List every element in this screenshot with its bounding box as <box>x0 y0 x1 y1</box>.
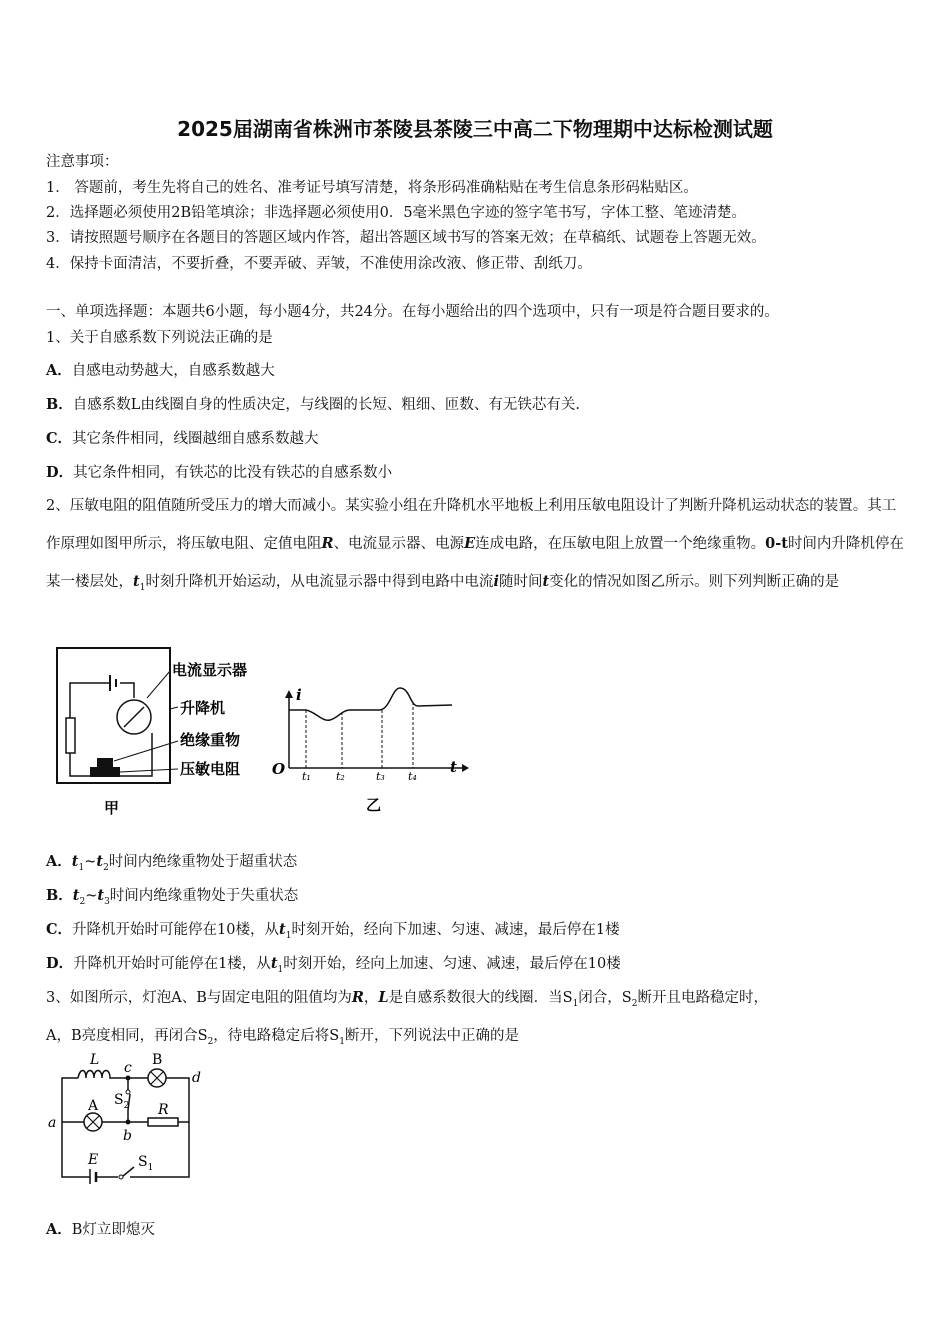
tick-t3: t₃ <box>376 770 385 783</box>
caption-jia: 甲 <box>104 799 120 817</box>
option-label: A． <box>46 853 72 870</box>
option-label: B． <box>46 887 73 904</box>
q1-option-b <box>46 393 580 414</box>
option-text: 时间内绝缘重物处于失重状态 <box>109 888 299 904</box>
stem-text: 连成电路，在压敏电阻上放置一个绝缘重物。 <box>475 536 766 552</box>
option-label: D． <box>46 955 74 972</box>
q2-option-b <box>46 884 298 907</box>
label-S2-sub: 2 <box>123 1101 130 1111</box>
label-E: E <box>88 1152 99 1168</box>
y-arrow-icon <box>285 690 293 698</box>
option-label: B． <box>46 396 73 413</box>
switch-s2-icon <box>126 1090 130 1094</box>
var-t: t <box>270 955 278 972</box>
pointer-line <box>147 671 170 698</box>
notice-heading: 注意事项： <box>46 154 119 170</box>
stem-text: A，B亮度相同，再闭合S <box>46 1028 208 1044</box>
q2-option-a <box>46 850 297 873</box>
var-0-t: 0-t <box>765 535 788 552</box>
x-arrow-icon <box>462 764 469 772</box>
resistor-icon <box>148 1118 178 1126</box>
switch-s1-icon <box>119 1175 123 1179</box>
notice-item-2: 2．选择题必须使用2B铅笔填涂；非选择题必须使用0．5毫米黑色字迹的签字笔书写，字体工整、笔迹清楚。 <box>46 205 747 221</box>
option-text: 时间内绝缘重物处于超重状态 <box>108 854 298 870</box>
q3-stem-line1 <box>46 986 768 1009</box>
label-S2 <box>114 1092 129 1111</box>
sub: 1 <box>78 862 85 873</box>
inductor-icon <box>78 1071 112 1079</box>
var-t: t <box>96 853 104 870</box>
stem-text: 断开，下列说法中正确的是 <box>344 1028 519 1044</box>
var-R: R <box>351 989 364 1006</box>
q1-option-a <box>46 359 275 380</box>
stem-text: 是自感系数很大的线圈．当S <box>388 990 573 1006</box>
pointer-line <box>170 707 178 709</box>
label-elevator: 升降机 <box>180 699 226 717</box>
option-text: 其它条件相同，线圈越细自感系数越大 <box>72 431 319 447</box>
label-a: a <box>48 1115 57 1131</box>
sub: 1 <box>285 930 292 941</box>
figure-circuit <box>44 1052 214 1184</box>
stem-text: ， <box>363 990 379 1006</box>
q2-option-c <box>46 918 620 941</box>
pressure-resistor-block <box>90 767 120 777</box>
notice-item-3: 3．请按照题号顺序在各题目的答题区域内作答，超出答题区域书写的答案无效；在草稿纸、试题卷上答题无效。 <box>46 230 766 246</box>
stem-text: 、电流显示器、电源 <box>333 536 465 552</box>
label-R: R <box>158 1102 169 1118</box>
sub: 2 <box>79 896 86 907</box>
label-S2-main: S <box>114 1092 124 1108</box>
stem-text: 变化的情况如图乙所示。则下列判断正确的是 <box>549 574 840 590</box>
tick-t1: t₁ <box>302 770 311 783</box>
stem-text: ，待电路稳定后将S <box>213 1028 340 1044</box>
sub-1: 1 <box>139 582 146 593</box>
q1-option-d <box>46 461 392 482</box>
current-curve <box>289 688 452 720</box>
sub: 1 <box>572 998 579 1009</box>
label-S1 <box>138 1154 153 1173</box>
tilde: ~ <box>85 888 98 904</box>
label-L: L <box>90 1052 100 1068</box>
label-c: c <box>124 1060 132 1076</box>
option-text: 自感系数L由线圈自身的性质决定，与线圈的长短、粗细、匝数、有无铁芯有关. <box>72 397 581 413</box>
sub: 1 <box>277 964 284 975</box>
caption-yi: 乙 <box>366 796 382 814</box>
option-text: 升降机开始时可能停在10楼，从 <box>72 922 279 938</box>
stem-text: 闭合，S <box>578 990 632 1006</box>
q1-option-c <box>46 427 319 448</box>
option-text: 升降机开始时可能停在1楼，从 <box>73 956 271 972</box>
sub: 2 <box>631 998 638 1009</box>
pointer-line <box>114 741 178 761</box>
option-label: A． <box>46 362 72 379</box>
label-B: B <box>152 1052 163 1068</box>
option-text: B灯立即熄灭 <box>71 1222 155 1238</box>
option-label: C． <box>46 921 73 938</box>
stem-text: 断开且电路稳定时， <box>637 990 768 1006</box>
var-t: t <box>542 573 550 590</box>
tilde: ~ <box>84 854 97 870</box>
stem-text: 随时间 <box>498 574 543 590</box>
var-t: t <box>71 853 79 870</box>
label-d: d <box>192 1070 201 1086</box>
option-text: 时刻开始，经向下加速、匀速、减速，最后停在1楼 <box>291 922 620 938</box>
y-label: i <box>296 686 302 704</box>
q2-option-d <box>46 952 621 975</box>
option-label: C． <box>46 430 73 447</box>
label-S1-main: S <box>138 1154 148 1170</box>
notice-item-1: 1． 答题前，考生先将自己的姓名、准考证号填写清楚，将条形码准确粘贴在考生信息条形码粘贴区。 <box>46 180 698 196</box>
tick-t2: t₂ <box>336 770 345 783</box>
notice-item-4: 4．保持卡面清洁，不要折叠，不要弄破、弄皱，不准使用涂改液、修正带、刮纸刀。 <box>46 256 592 272</box>
switch-s1-icon <box>123 1167 134 1176</box>
stem-text: 时刻升降机开始运动，从电流显示器中得到电路中电流 <box>145 574 494 590</box>
tick-t4: t₄ <box>408 770 417 783</box>
option-label: A． <box>46 1221 72 1238</box>
sub: 1 <box>339 1036 345 1047</box>
stem-text: 3、如图所示，灯泡A、B与固定电阻的阻值均为 <box>46 990 352 1006</box>
stem-text: 2、压敏电阻的阻值随所受压力的增大而减小。某实验小组在升降机水平地板上利用压敏电阻设计了判断升降机运动状态的装置。其工作原理如图甲所示，将压敏电阻、定值电阻 <box>46 498 897 552</box>
sub: 2 <box>103 862 109 873</box>
q3-stem-line2 <box>46 1024 519 1047</box>
var-t1: t <box>133 573 140 590</box>
section-heading: 一、单项选择题：本题共6小题，每小题4分，共24分。在每小题给出的四个选项中，只有一项是符合题目要求的。 <box>46 304 779 320</box>
origin-label: O <box>272 760 286 778</box>
option-text: 时刻开始，经向上加速、匀速、减速，最后停在10楼 <box>283 956 621 972</box>
label-weight: 绝缘重物 <box>180 731 241 749</box>
label-ammeter: 电流显示器 <box>172 661 248 679</box>
var-t: t <box>97 887 105 904</box>
sub: 2 <box>207 1036 214 1047</box>
sub: 3 <box>104 896 110 907</box>
elevator-box <box>57 648 170 783</box>
label-b: b <box>123 1128 132 1144</box>
figure-jia <box>52 643 282 825</box>
var-t: t <box>72 887 80 904</box>
var-L: L <box>378 989 389 1006</box>
page-title: 2025届湖南省株洲市茶陵县茶陵三中高二下物理期中达标检测试题 <box>177 117 773 141</box>
resistor-icon <box>66 718 75 753</box>
q3-option-a <box>46 1218 155 1239</box>
q2-stem <box>46 487 906 607</box>
var-E: E <box>464 535 476 552</box>
var-i: i <box>493 573 499 590</box>
weight-block <box>97 758 113 768</box>
node-b <box>126 1120 131 1125</box>
q1-stem: 1、关于自感系数下列说法正确的是 <box>46 330 273 346</box>
var-R: R <box>321 535 334 552</box>
option-label: D． <box>46 464 74 481</box>
label-A: A <box>88 1098 99 1114</box>
var-t: t <box>279 921 286 938</box>
option-text: 自感电动势越大，自感系数越大 <box>71 363 275 379</box>
x-label: t <box>450 758 457 776</box>
stem-text: 时间内升降机停在某一楼层处， <box>46 536 904 590</box>
label-pressure-resistor: 压敏电阻 <box>180 760 241 778</box>
figure-yi <box>270 680 470 815</box>
label-S1-sub: 1 <box>147 1163 154 1173</box>
option-text: 其它条件相同，有铁芯的比没有铁芯的自感系数小 <box>73 465 393 481</box>
